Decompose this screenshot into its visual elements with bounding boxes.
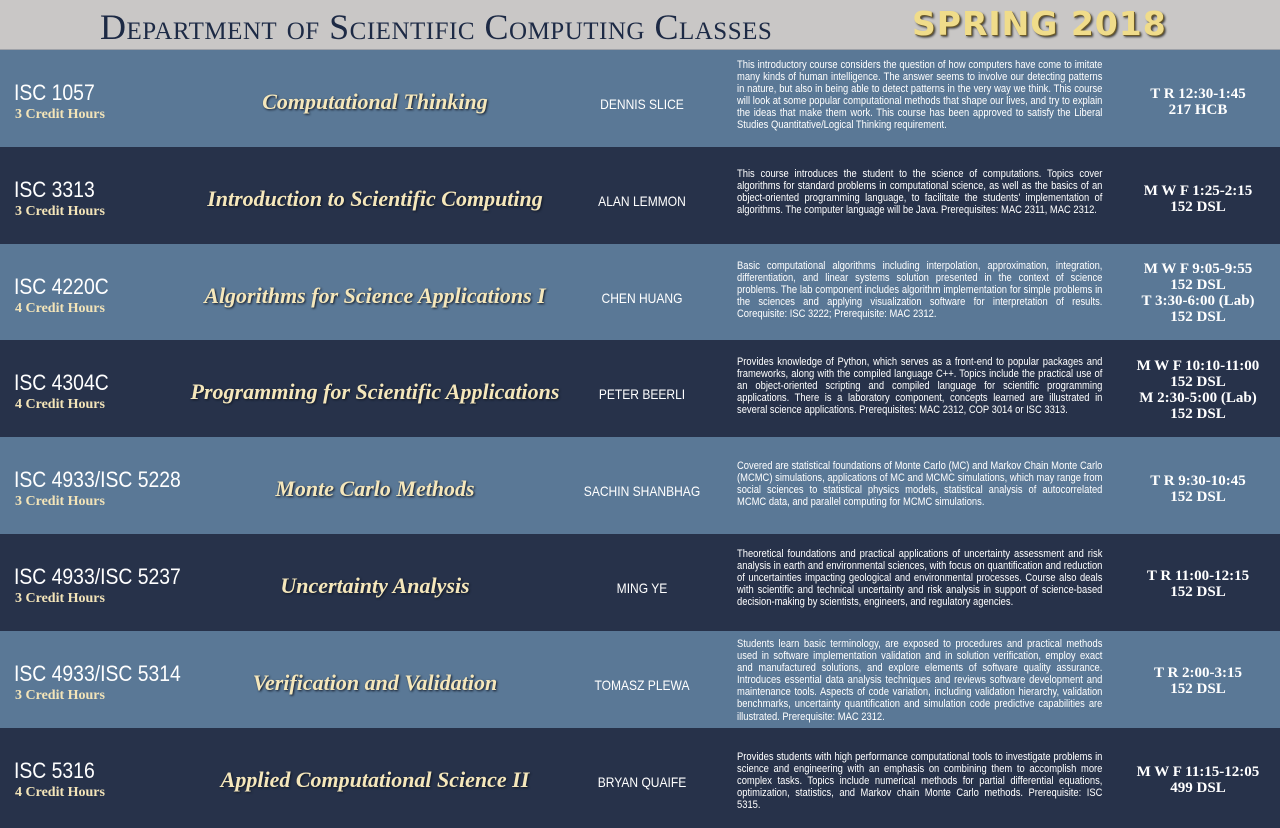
course-row xyxy=(0,147,1280,244)
term-title: SPRING 2018 xyxy=(912,4,1167,43)
course-row xyxy=(0,340,1280,437)
schedule-line: M W F 10:10-11:00 xyxy=(1136,358,1260,374)
course-row xyxy=(0,631,1280,728)
course-description: Provides knowledge of Python, which serves as a front-end to popular packages and frameworks, along with the compiled language C++. Topics include the practical use of an object-oriented scripting and compiled language for scientific programming applications. There is a laboratory component, concepts learned are illustrated in several science applications. Prerequisites: MAC 2312, COP 3014 or ISC 3313. xyxy=(737,356,1103,417)
schedule-line: 152 DSL xyxy=(1170,374,1226,390)
course-schedule xyxy=(1118,86,1278,118)
course-code: ISC 4933/ISC 5228 xyxy=(14,467,181,492)
department-title: Department of Scientific Computing Classes xyxy=(100,7,773,47)
instructor-name: DENNIS SLICE xyxy=(600,96,684,112)
course-code: ISC 4304C xyxy=(14,370,109,395)
course-title: Applied Computational Science II xyxy=(220,767,530,792)
credit-hours: 3 Credit Hours xyxy=(15,688,105,703)
course-schedule xyxy=(1118,665,1278,697)
course-schedule xyxy=(1118,261,1278,325)
course-description: Covered are statistical foundations of Monte Carlo (MC) and Markov Chain Monte Carlo (MCMC) simulations, applications of MC and MCMC simulations, which may range from social sciences to statistical physics models, statistical analysis of autocorrelated MCMC data, and parallel computing for MCMC simulations. xyxy=(737,460,1103,509)
instructor-name: MING YE xyxy=(616,580,668,596)
course-description: Provides students with high performance computational tools to investigate problems in science and engineering with an emphasis on combining them to accomplish more complex tasks. Topics include numerical methods for partial differential equations, optimization, statistics, and Markov chain Monte Carlo methods. Prerequisite: ISC 5315. xyxy=(737,751,1103,812)
course-row xyxy=(0,244,1280,340)
schedule-line: 152 DSL xyxy=(1170,681,1226,697)
course-code: ISC 4220C xyxy=(14,274,109,299)
course-code: ISC 4933/ISC 5237 xyxy=(14,564,181,589)
course-title: Computational Thinking xyxy=(262,89,488,114)
course-title: Uncertainty Analysis xyxy=(280,573,470,598)
instructor-name: TOMASZ PLEWA xyxy=(594,677,690,693)
course-title: Monte Carlo Methods xyxy=(275,476,475,501)
schedule-line: T R 2:00-3:15 xyxy=(1153,665,1243,681)
schedule-line: T 3:30-6:00 (Lab) xyxy=(1141,293,1255,309)
schedule-line: T R 12:30-1:45 xyxy=(1150,86,1246,102)
instructor-name: BRYAN QUAIFE xyxy=(597,774,687,790)
course-code: ISC 4933/ISC 5314 xyxy=(14,661,181,686)
schedule-line: T R 11:00-12:15 xyxy=(1146,568,1250,584)
schedule-line: 152 DSL xyxy=(1170,277,1226,293)
course-title: Introduction to Scientific Computing xyxy=(207,186,543,211)
schedule-line: M W F 1:25-2:15 xyxy=(1143,183,1253,199)
schedule-line: 152 DSL xyxy=(1170,489,1226,505)
credit-hours: 4 Credit Hours xyxy=(15,785,105,800)
course-schedule xyxy=(1118,764,1278,796)
schedule-line: M W F 9:05-9:55 xyxy=(1143,261,1253,277)
course-schedule xyxy=(1118,568,1278,600)
course-title: Verification and Validation xyxy=(252,670,498,695)
credit-hours: 3 Credit Hours xyxy=(15,107,105,122)
instructor-name: SACHIN SHANBHAG xyxy=(583,483,701,499)
course-schedule xyxy=(1118,473,1278,505)
course-description: This introductory course considers the question of how computers have come to imitate many kinds of human intelligence. The answer seems to involve our detecting patterns in nature, but also in being able to detect patterns in the very way we think. This course will look at some popular computational methods that shape our lives, and try to explain the ideas that make them work. This course has been approved to satisfy the Liberal Studies Quantitative/Logical Thinking requirement. xyxy=(737,59,1103,132)
course-row xyxy=(0,728,1280,828)
course-row xyxy=(0,437,1280,534)
course-description: Theoretical foundations and practical applications of uncertainty assessment and risk analysis in earth and environmental sciences, with focus on quantification and reduction of uncertainties impacting geological and environmental processes. Course also deals with scientific and technical uncertainty and risk analysis in support of science-based decision-making by scientists, engineers, and regulatory agencies. xyxy=(737,548,1103,609)
course-code: ISC 1057 xyxy=(14,80,95,105)
credit-hours: 3 Credit Hours xyxy=(15,591,105,606)
course-code: ISC 3313 xyxy=(14,177,95,202)
schedule-line: 152 DSL xyxy=(1170,584,1226,600)
course-description: This course introduces the student to the science of computations. Topics cover algorithms for standard problems in computational science, as well as the basics of an object-oriented programming language, to facilitate the students' implementation of algorithms. The computer language will be Java. Prerequisites: MAC 2311, MAC 2312. xyxy=(737,168,1103,217)
course-title: Programming for Scientific Applications xyxy=(190,379,560,404)
course-title: Algorithms for Science Applications I xyxy=(204,283,546,308)
schedule-line: 217 HCB xyxy=(1168,102,1228,118)
course-row xyxy=(0,50,1280,147)
credit-hours: 4 Credit Hours xyxy=(15,301,105,316)
course-code: ISC 5316 xyxy=(14,758,95,783)
schedule-line: 152 DSL xyxy=(1170,199,1226,215)
instructor-name: PETER BEERLI xyxy=(598,386,686,402)
course-schedule xyxy=(1118,183,1278,215)
instructor-name: CHEN HUANG xyxy=(601,290,683,306)
schedule-line: 499 DSL xyxy=(1170,780,1226,796)
schedule-line: 152 DSL xyxy=(1170,406,1226,422)
course-schedule xyxy=(1118,358,1278,422)
course-description: Basic computational algorithms including interpolation, approximation, integration, differentiation, and linear systems solution presented in the context of science problems. The lab component includes algorithm implementation for simple problems in the sciences and applying visualization software for interpretation of results. Corequisite: ISC 3222; Prerequisite: MAC 2312. xyxy=(737,260,1103,321)
credit-hours: 4 Credit Hours xyxy=(15,397,105,412)
schedule-line: T R 9:30-10:45 xyxy=(1150,473,1246,489)
schedule-line: M 2:30-5:00 (Lab) xyxy=(1139,390,1257,406)
page-header xyxy=(0,0,1280,50)
schedule-line: M W F 11:15-12:05 xyxy=(1136,764,1260,780)
course-row xyxy=(0,534,1280,631)
credit-hours: 3 Credit Hours xyxy=(15,494,105,509)
credit-hours: 3 Credit Hours xyxy=(15,204,105,219)
course-description: Students learn basic terminology, are exposed to procedures and practical methods used in software implementation validation and in solution verification, employ exact and manufactured solutions, and explore elements of software quality assurance. Introduces essential data analysis techniques and reviews software development and maintenance tools. Aspects of code variation, including validation hierarchy, validation benchmarks, uncertainty quantification and simulation code predictive capabilities are illustrated. Prerequisite: MAC 2312. xyxy=(737,638,1103,723)
instructor-name: ALAN LEMMON xyxy=(598,193,686,209)
schedule-line: 152 DSL xyxy=(1170,309,1226,325)
